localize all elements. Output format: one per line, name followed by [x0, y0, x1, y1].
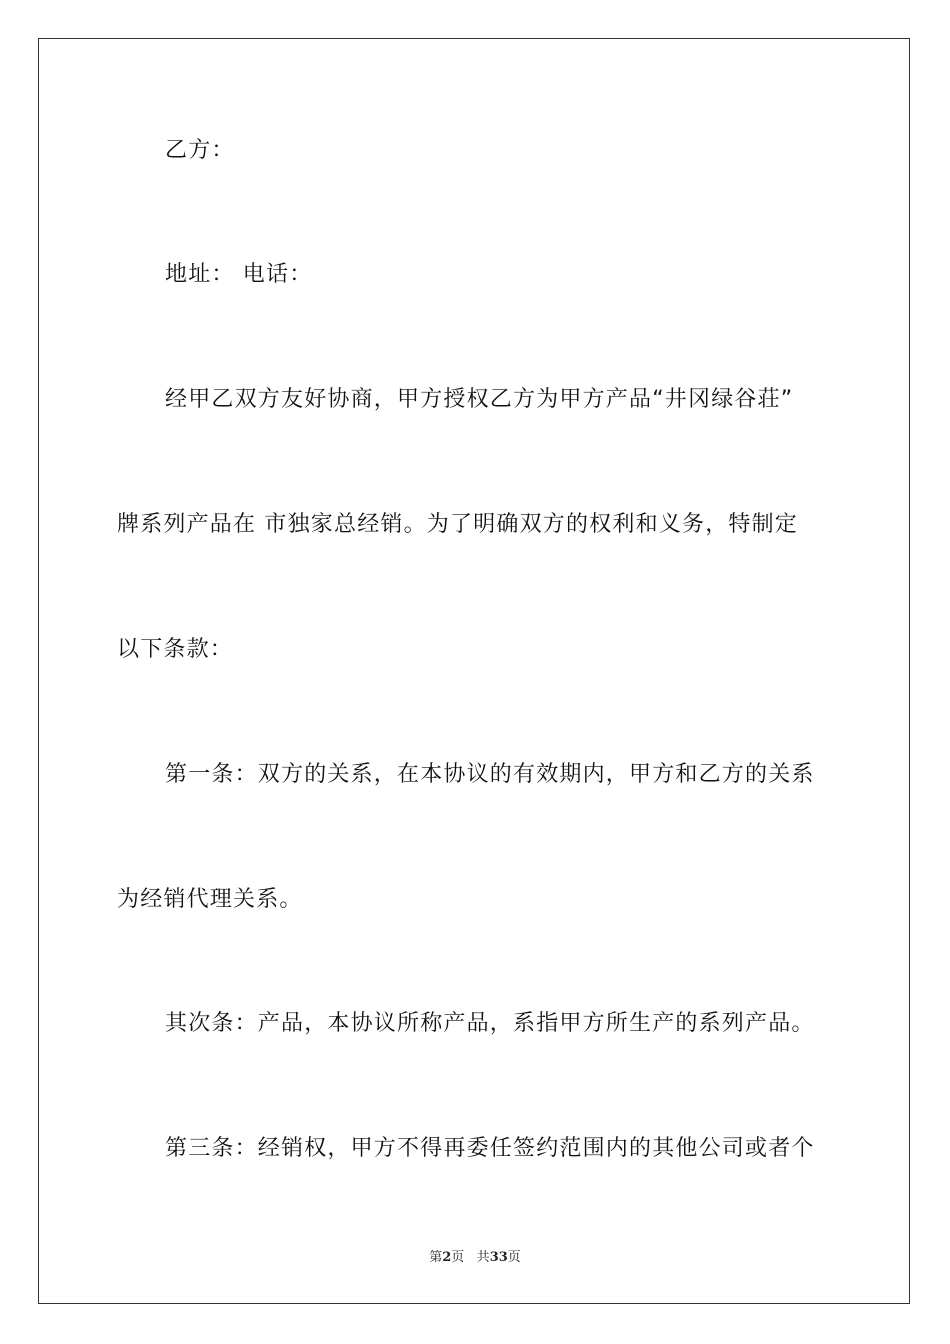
- page-frame: [38, 38, 910, 1304]
- page-footer: [0, 1246, 950, 1265]
- article-1-line-1: 第一条：双方的关系，在本协议的有效期内，甲方和乙方的关系: [165, 762, 815, 787]
- total-pages: 33: [489, 1250, 508, 1265]
- article-3-line-1: 第三条：经销权，甲方不得再委任签约范围内的其他公司或者个: [165, 1136, 815, 1161]
- total-suffix: 页: [507, 1250, 521, 1265]
- preamble-line-1: 经甲乙双方友好协商，甲方授权乙方为甲方产品“井冈绿谷荘”: [165, 387, 794, 412]
- preamble-line-3: 以下条款：: [117, 637, 234, 662]
- party-b-line: 乙方：: [165, 138, 235, 163]
- preamble-line-2: 牌系列产品在 市独家总经销。为了明确双方的权利和义务，特制定: [117, 512, 798, 537]
- page-number: 2: [442, 1250, 452, 1265]
- page-suffix: 页: [451, 1250, 465, 1265]
- article-1-line-2: 为经销代理关系。: [117, 887, 303, 912]
- page-prefix: 第: [429, 1250, 443, 1265]
- total-prefix: 共: [476, 1250, 490, 1265]
- article-2-line: 其次条：产品，本协议所称产品，系指甲方所生产的系列产品。: [165, 1011, 815, 1036]
- address-phone-line: 地址： 电话：: [165, 262, 313, 287]
